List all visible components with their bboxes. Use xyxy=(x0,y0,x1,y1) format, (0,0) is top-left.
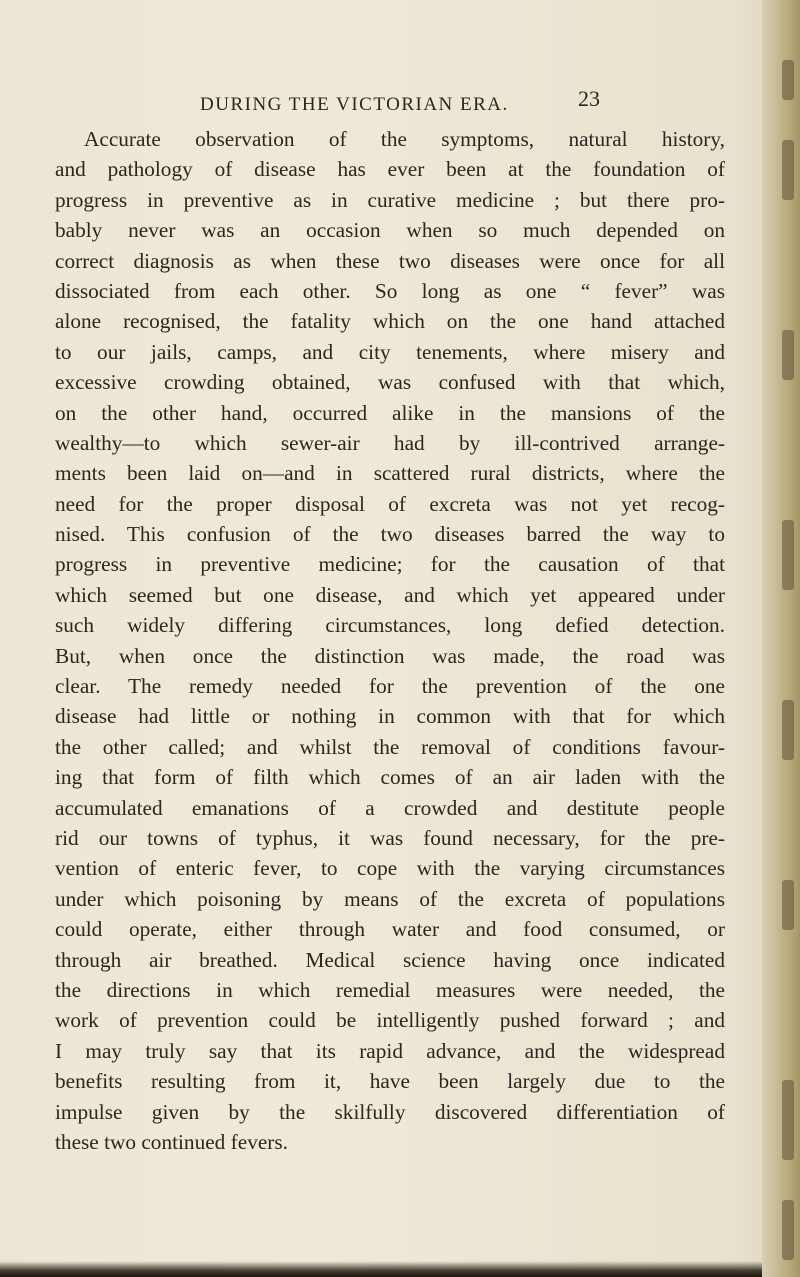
text-line: wealthy—to which sewer-air had by ill-contrived arrange- xyxy=(55,430,725,455)
text-line: which seemed but one disease, and which yet appeared under xyxy=(55,582,725,607)
binding-mark xyxy=(782,60,794,100)
text-line: accumulated emanations of a crowded and destitute people xyxy=(55,795,725,820)
text-line: the directions in which remedial measures were needed, the xyxy=(55,977,725,1002)
text-line: disease had little or nothing in common with that for which xyxy=(55,704,725,729)
binding-mark xyxy=(782,1080,794,1160)
text-line: Accurate observation of the symptoms, natural history, xyxy=(84,127,725,151)
page-number: 23 xyxy=(578,86,600,111)
text-line: But, when once the distinction was made, the road was xyxy=(55,643,725,668)
text-line: work of prevention could be intelligently pushed forward ; and xyxy=(55,1008,725,1033)
text-line: and pathology of disease has ever been at the foundation of xyxy=(55,157,725,182)
text-line: progress in preventive as in curative medicine ; but there pro- xyxy=(55,187,725,212)
text-line: the other called; and whilst the removal of conditions favour- xyxy=(55,734,725,759)
text-line: on the other hand, occurred alike in the mansions of the xyxy=(55,400,725,425)
binding-mark xyxy=(782,330,794,380)
text-line: could operate, either through water and food consumed, or xyxy=(55,917,725,942)
binding-mark xyxy=(782,1200,794,1260)
text-line: benefits resulting from it, have been largely due to the xyxy=(55,1069,725,1094)
binding-mark xyxy=(782,520,794,590)
text-line: vention of enteric fever, to cope with the varying circumstances xyxy=(55,856,725,881)
text-line: ments been laid on—and in scattered rural districts, where the xyxy=(55,461,725,486)
text-line: correct diagnosis as when these two diseases were once for all xyxy=(55,248,725,273)
binding-mark xyxy=(782,140,794,200)
running-head: DURING THE VICTORIAN ERA. xyxy=(200,94,509,115)
text-line: bably never was an occasion when so much depended on xyxy=(55,218,725,243)
text-line: excessive crowding obtained, was confused with that which, xyxy=(55,370,725,395)
binding-mark xyxy=(782,700,794,760)
text-line: clear. The remedy needed for the prevention of the one xyxy=(55,674,725,699)
body-paragraph xyxy=(55,124,725,1157)
text-line: such widely differing circumstances, long defied detection. xyxy=(55,613,725,638)
text-line: alone recognised, the fatality which on the one hand attached xyxy=(55,309,725,334)
binding-mark xyxy=(782,880,794,930)
text-line: impulse given by the skilfully discovered differentiation of xyxy=(55,1099,725,1124)
text-line: through air breathed. Medical science having once indicated xyxy=(55,947,725,972)
text-line: ing that form of filth which comes of an air laden with the xyxy=(55,765,725,790)
text-line: progress in preventive medicine; for the causation of that xyxy=(55,552,725,577)
text-line: rid our towns of typhus, it was found necessary, for the pre- xyxy=(55,825,725,850)
text-line: nised. This confusion of the two diseases barred the way to xyxy=(55,522,725,547)
text-line: to our jails, camps, and city tenements, where misery and xyxy=(55,339,725,364)
text-line: need for the proper disposal of excreta was not yet recog- xyxy=(55,491,725,516)
text-line: these two continued fevers. xyxy=(55,1129,289,1154)
text-line: I may truly say that its rapid advance, and the widespread xyxy=(55,1038,725,1063)
page-bottom-edge xyxy=(0,1261,762,1277)
text-line: under which poisoning by means of the excreta of populations xyxy=(55,886,725,911)
text-line: dissociated from each other. So long as one “ fever” was xyxy=(55,278,725,303)
page-binding-edge xyxy=(762,0,800,1277)
